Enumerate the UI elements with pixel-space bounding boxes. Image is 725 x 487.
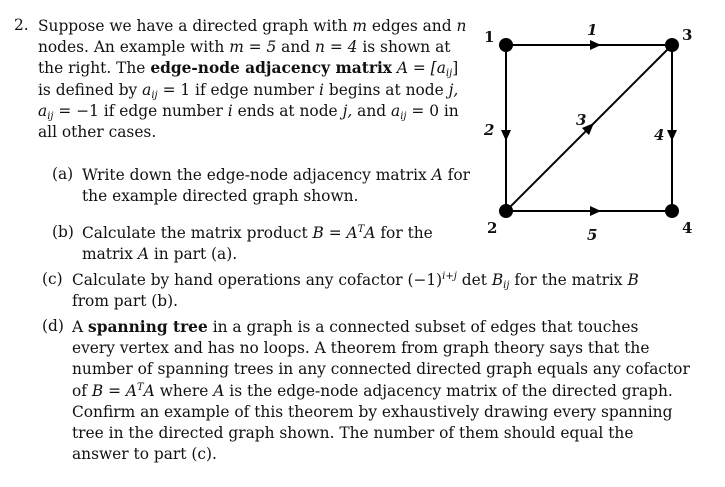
part-a-label: (a)	[52, 165, 74, 183]
node-3	[665, 38, 679, 52]
part-b-text: Calculate the matrix product $B = A^TA$ for the matrix A in part (a).	[82, 224, 433, 264]
part-d-text: A spanning tree in a graph is a connected subset of edges that touches every vertex and has no loops. A theorem from graph theory says that the number of spanning trees in any connected directed graph equals any cofactor of $B = A^TA$ where A is the edge-node adjacency matrix of the directed graph. Confirm an example of this theorem by exhaustively drawing every spanning tree in the directed graph shown. The number of them should equal the answer to part (c).	[72, 318, 690, 464]
intro-line-1: Suppose we have a directed graph with m edges and n	[38, 17, 467, 35]
node-label-4: 4	[682, 219, 693, 237]
edge-label-1: 1	[587, 21, 598, 39]
edge-5-arrowhead	[590, 206, 601, 216]
intro-line-2: nodes. An example with m = 5 and n = 4 is shown at	[38, 38, 451, 57]
edge-label-4: 4	[654, 126, 665, 144]
term-spanning-tree: spanning tree	[88, 318, 208, 336]
node-2	[499, 204, 513, 218]
node-label-2: 2	[487, 219, 498, 237]
intro-line-5: $a_{ij} = -1$ if edge number i ends at node j, and $a_{ij} = 0$ in	[38, 101, 459, 122]
directed-graph-figure	[470, 10, 720, 245]
edge-4-arrowhead	[667, 130, 677, 141]
intro-line-6: all other cases.	[38, 123, 157, 142]
edge-label-3: 3	[576, 111, 587, 129]
edge-1-arrowhead	[590, 40, 601, 50]
node-label-3: 3	[682, 26, 693, 44]
part-c-text: Calculate by hand operations any cofactor $(-1)^{i+j}$ $\det B_{ij}$ for the matrix B from part (b).	[72, 271, 639, 311]
part-d-label: (d)	[42, 317, 64, 335]
part-a-text: Write down the edge-node adjacency matrix A for the example directed graph shown.	[82, 166, 470, 206]
node-label-1: 1	[484, 28, 495, 46]
node-4	[665, 204, 679, 218]
term-edge-node-adjacency-matrix: edge-node adjacency matrix	[150, 59, 392, 78]
intro-line-4: is defined by $a_{ij} = 1$ if edge number i begins at node j,	[38, 80, 459, 101]
problem-intro	[38, 16, 466, 143]
node-1	[499, 38, 513, 52]
edge-label-5: 5	[587, 226, 598, 244]
part-b-label: (b)	[52, 223, 74, 241]
edge-label-2: 2	[484, 121, 495, 139]
part-c-label: (c)	[42, 270, 63, 288]
edge-2-arrowhead	[501, 130, 511, 141]
problem-number: 2.	[14, 16, 29, 34]
intro-line-3: the right. The edge-node adjacency matrix $A = [a_{ij}]$	[38, 59, 459, 80]
